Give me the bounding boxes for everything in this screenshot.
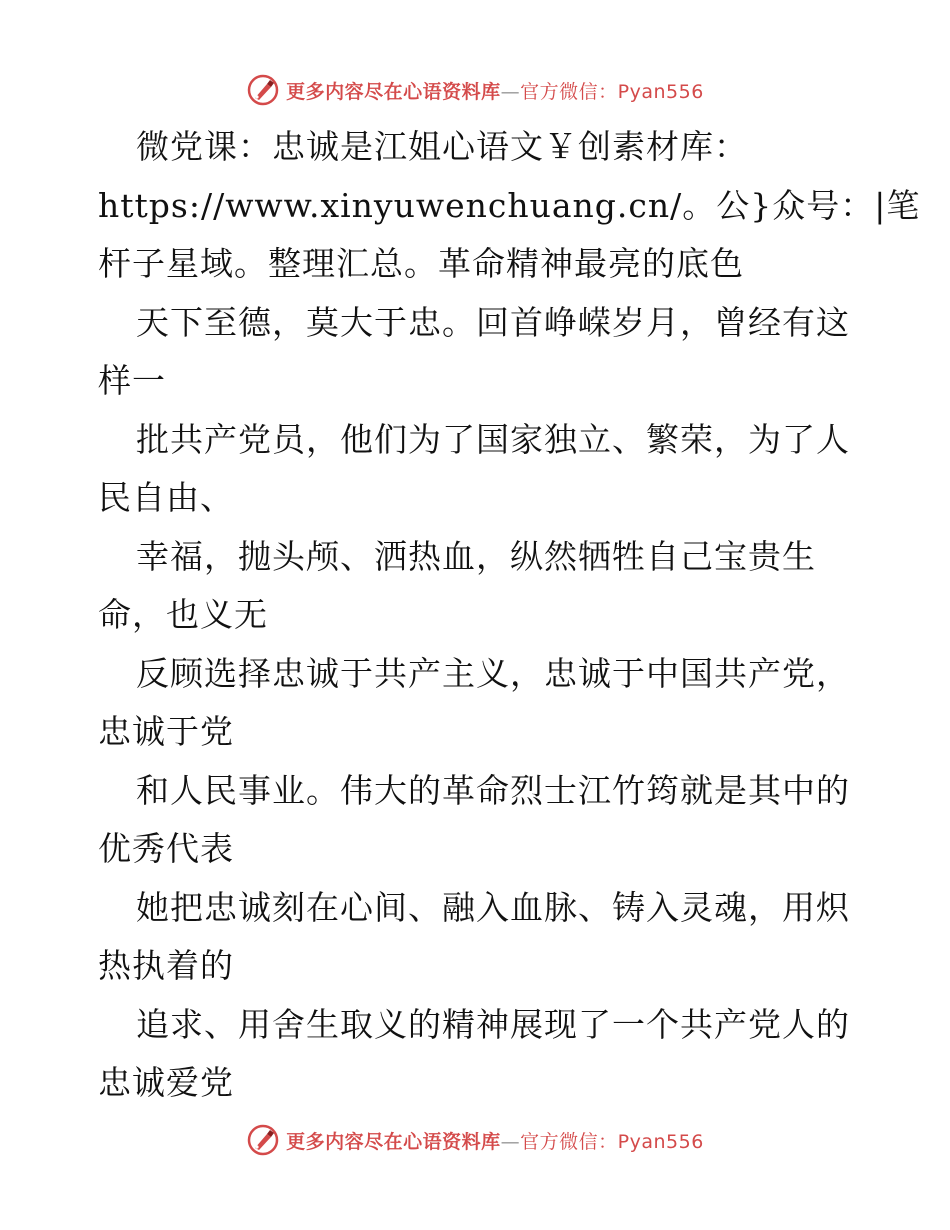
footer-banner bbox=[0, 1120, 950, 1160]
pen-logo-icon bbox=[246, 1123, 280, 1157]
text-line: 微党课：忠诚是江姐心语文￥创素材库： bbox=[136, 127, 748, 166]
text-line: 她把忠诚刻在心间、融入血脉、铸入灵魂，用炽 bbox=[136, 887, 850, 927]
text-line: 优秀代表 bbox=[98, 829, 234, 868]
text-line: 忠诚爱党 bbox=[98, 1063, 234, 1102]
text-line: 忠诚于党 bbox=[98, 712, 234, 751]
text-line: 样一 bbox=[98, 361, 166, 400]
banner-separator: — bbox=[500, 80, 521, 103]
banner-suffix: 官方微信：Pyan556 bbox=[520, 80, 704, 103]
banner-prefix: 更多内容尽在心语资料库 bbox=[286, 1130, 501, 1153]
header-banner bbox=[0, 70, 950, 110]
text-line: https://www.xinyuwenchuang.cn/。公}众号：|笔 bbox=[98, 185, 921, 225]
banner-separator: — bbox=[500, 1130, 521, 1153]
banner-suffix: 官方微信：Pyan556 bbox=[520, 1130, 704, 1153]
text-line: 和人民事业。伟大的革命烈士江竹筠就是其中的 bbox=[136, 770, 850, 810]
text-line: 天下至德，莫大于忠。回首峥嵘岁月，曾经有这 bbox=[136, 302, 850, 342]
text-line: 幸福，抛头颅、洒热血，纵然牺牲自己宝贵生 bbox=[136, 536, 816, 576]
text-line: 追求、用舍生取义的精神展现了一个共产党人的 bbox=[136, 1004, 850, 1044]
banner-prefix: 更多内容尽在心语资料库 bbox=[286, 80, 501, 103]
banner-text bbox=[286, 77, 704, 104]
document-body bbox=[98, 118, 921, 1113]
banner-text bbox=[286, 1127, 704, 1154]
text-line: 命，也义无 bbox=[98, 595, 268, 634]
pen-logo-icon bbox=[246, 73, 280, 107]
text-line: 批共产党员，他们为了国家独立、繁荣，为了人 bbox=[136, 419, 850, 459]
text-line: 杆子星域。整理汇总。革命精神最亮的底色 bbox=[98, 244, 744, 283]
text-line: 反顾选择忠诚于共产主义，忠诚于中国共产党， bbox=[136, 653, 850, 693]
text-line: 热执着的 bbox=[98, 946, 234, 985]
text-line: 民自由、 bbox=[98, 478, 234, 517]
